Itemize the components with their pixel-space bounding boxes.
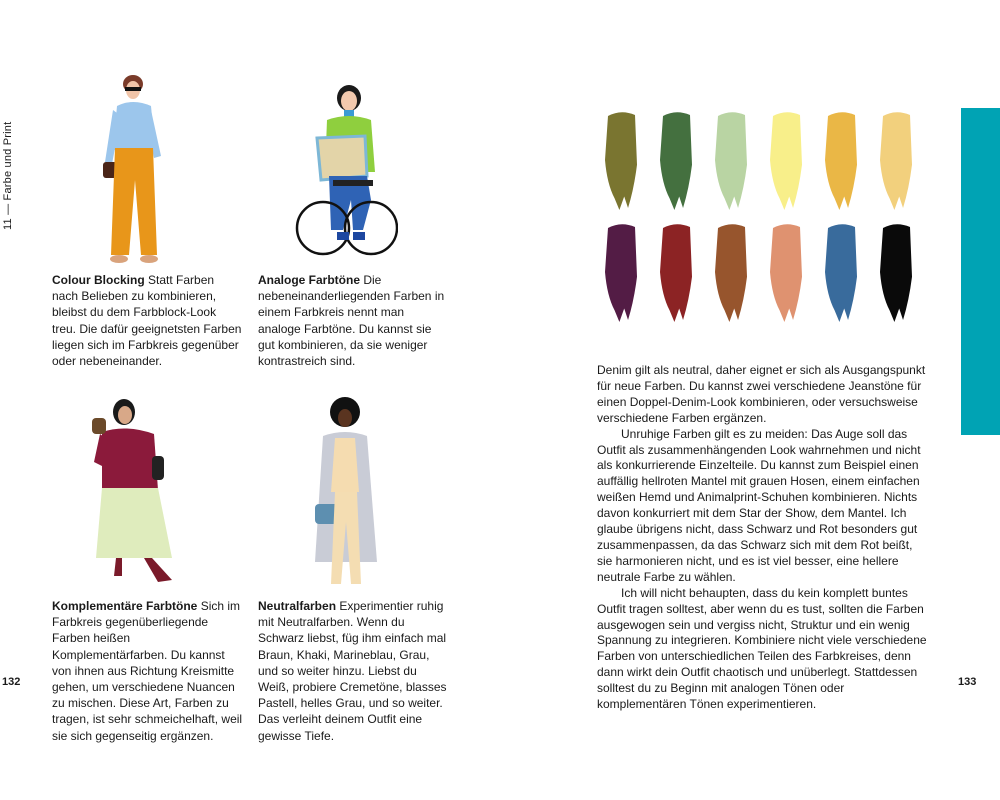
colour-swatch — [770, 112, 802, 210]
colour-swatch — [770, 224, 802, 322]
caption-complementary — [52, 598, 244, 744]
caption-text: Die nebeneinanderliegenden Farben in einem Farbkreis nennt man analoge Farbtöne. Du kannst sie gut kombinieren, da sie weniger kontrastreich sind. — [258, 273, 445, 369]
colour-swatch — [880, 112, 912, 210]
page-number-left: 132 — [2, 676, 21, 688]
colour-swatch — [660, 224, 692, 322]
colour-swatch — [605, 224, 637, 322]
caption-colour-blocking — [52, 272, 242, 369]
illustration-analogous-colours — [293, 80, 398, 260]
caption-title: Colour Blocking — [52, 273, 145, 287]
accent-tab — [961, 108, 1000, 435]
caption-neutral — [258, 598, 450, 744]
colour-swatch — [825, 224, 857, 322]
caption-title: Komplementäre Farbtöne — [52, 599, 198, 613]
body-text — [597, 363, 927, 713]
body-paragraph: Ich will nicht behaupten, dass du kein komplett buntes Outfit tragen solltest, aber wenn du es tust, sollten die Farben ausgewogen sein und vergiss nicht, Struktur und ein wenig Spannung zu integrieren. Kombiniere nicht viele verschiedene Farben von unterschiedlichen Teilen des Farbkreises, denn dann wirkt dein Outfit chaotisch und unüberlegt. Stattdessen solltest du zu Beginn mit analogen Tönen oder komplementären Tönen experimentieren. — [597, 585, 927, 712]
page-number-right: 133 — [958, 676, 977, 688]
colour-swatch — [715, 112, 747, 210]
caption-text: Statt Farben nach Belieben zu kombinieren, bleibst du dem Farbblock-Look treu. Die dafür geeignetsten Farben liegen sich im Farbkreis gegenüber oder nebeneinander. — [52, 273, 242, 369]
body-paragraph: Unruhige Farben gilt es zu meiden: Das Auge soll das Outfit als zusammenhängenden Look wahrnehmen und nicht als konkurrierende Einzelteile. Du kannst zum Beispiel einen auffällig hellroten Mantel mit grauen Hosen, einem einfachen weißen Hemd und Animalprint-Schuhen kombinieren. Nichts davon konkurriert mit dem Star der Show, dem Mantel. Ich glaube übrigens nicht, dass Schwarz und Rot besonders gut zusammenpassen, da das Schwarz sich mit dem Rot beißt, sie harmonieren nicht, und es ist viel besser, eine hellere neutrale Farbe zu wählen. — [597, 426, 921, 584]
colour-swatch-grid — [597, 108, 927, 328]
body-paragraph: Denim gilt als neutral, daher eignet er sich als Ausgangspunkt für neue Farben. Du kannst zwei verschiedene Jeanstöne für einen Doppel-Denim-Look kombinieren, oder versuchsweise verschiedene Farben ergänzen. — [597, 363, 926, 425]
caption-text: Sich im Farbkreis gegenüberliegende Farben heißen Komplementärfarben. Du kannst von ihnen aus Richtung Kreismitte gehen, um verschiedene Nuancen zu mischen. Diese Art, Farben zu tragen, ist sehr schmeichelhaft, weil sie sich gegenseitig ergänzen. — [52, 599, 243, 743]
caption-text: Experimentier ruhig mit Neutralfarben. Wenn du Schwarz liebst, füg ihm einfach mal Braun, Khaki, Marineblau, Grau, und so weiter hinzu. Liebst du Weiß, probiere Cremetöne, blasses Pastell, helles Grau, und so weiter. Das verleiht deinem Outfit eine gewisse Tiefe. — [258, 599, 447, 743]
running-head: 11 — Farbe und Print — [2, 121, 14, 230]
caption-title: Neutralfarben — [258, 599, 337, 613]
colour-swatch — [880, 224, 912, 322]
illustration-colour-blocking — [95, 70, 175, 265]
colour-swatch — [660, 112, 692, 210]
illustration-complementary-colours — [92, 390, 182, 590]
illustration-neutral-colours — [305, 392, 385, 592]
colour-swatch — [605, 112, 637, 210]
colour-swatch — [825, 112, 857, 210]
caption-title: Analoge Farbtöne — [258, 273, 361, 287]
colour-swatch — [715, 224, 747, 322]
caption-analogous — [258, 272, 450, 369]
